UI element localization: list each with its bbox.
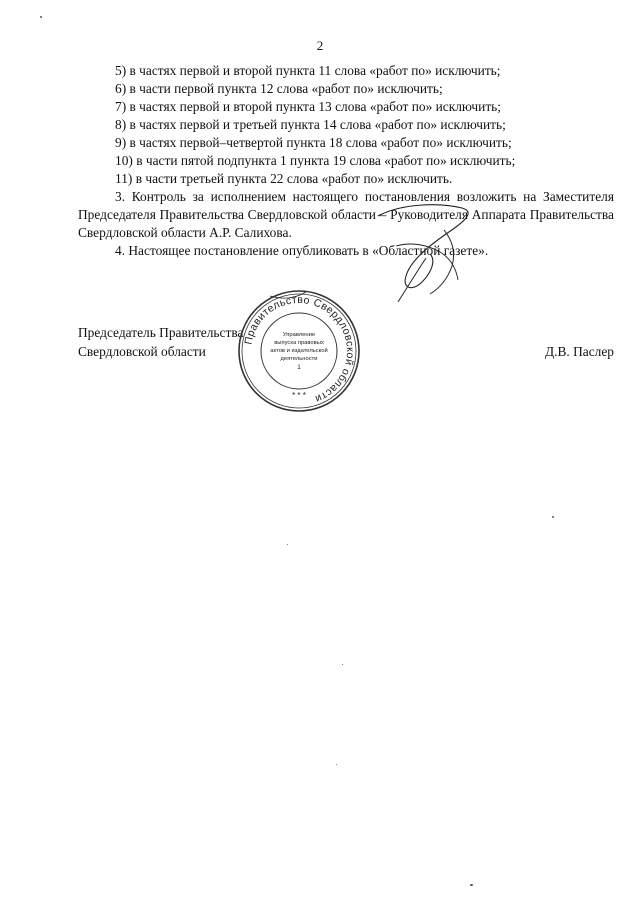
signatory-title-line1: Председатель Правительства xyxy=(78,325,244,340)
signatory-title-line2: Свердловской области xyxy=(78,344,206,359)
scan-speck xyxy=(342,664,343,665)
stamp-inner-line1: Управление xyxy=(282,332,316,338)
list-item: 7) в частях первой и второй пункта 13 слова «работ по» исключить; xyxy=(115,99,501,114)
scan-speck xyxy=(470,884,473,886)
paragraph-control: 3. Контроль за исполнением настоящего постановления возложить на Заместителя Председателя Правительства Свердловской области – Руководителя Аппарата Правительства Свердловской области А.Р. Салихова. xyxy=(78,189,614,240)
scan-speck xyxy=(287,544,288,545)
paragraph-publish: 4. Настоящее постановление опубликовать в «Областной газете». xyxy=(115,243,489,258)
list-item: 6) в части первой пункта 12 слова «работ по» исключить; xyxy=(115,81,443,96)
scan-speck xyxy=(336,764,337,765)
list-item: 11) в части третьей пункта 22 слова «работ по» исключить. xyxy=(115,171,453,186)
handwritten-signature xyxy=(250,196,520,306)
stamp-inner-line2: выпуска правовых xyxy=(274,340,324,346)
page-number: 2 xyxy=(316,38,324,53)
official-stamp xyxy=(236,288,362,414)
stamp-inner-line4: деятельности xyxy=(280,356,318,362)
list-item: 8) в частях первой и третьей пункта 14 слова «работ по» исключить; xyxy=(115,117,506,132)
stamp-inner-line3: актов и издательской xyxy=(270,348,328,354)
signatory-name: Д.В. Паслер xyxy=(545,344,614,359)
stamp-ring-text: Правительство Свердловской области xyxy=(242,293,357,405)
list-item: 10) в части пятой подпункта 1 пункта 19 слова «работ по» исключить; xyxy=(115,153,516,168)
stamp-stars: * * * xyxy=(292,391,306,400)
stamp-inner-number: 1 xyxy=(297,364,301,371)
list-item: 9) в частях первой–четвертой пункта 18 слова «работ по» исключить; xyxy=(115,135,512,150)
list-item: 5) в частях первой и второй пункта 11 слова «работ по» исключить; xyxy=(115,63,501,78)
scan-speck xyxy=(40,16,42,18)
scan-speck xyxy=(552,516,554,518)
signatory-title xyxy=(78,323,243,361)
